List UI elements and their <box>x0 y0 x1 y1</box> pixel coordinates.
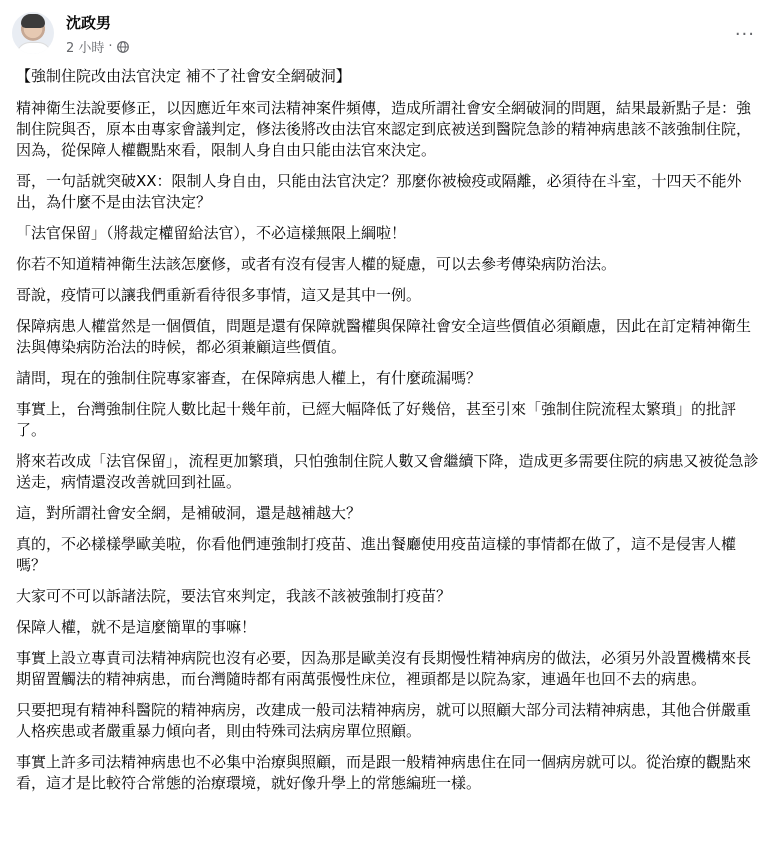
post-paragraph: 只要把現有精神科醫院的精神病房，改建成一般司法精神病房，就可以照顧大部分司法精神病患，其他合併嚴重人格疾患或者嚴重暴力傾向者，則由特殊司法病房單位照顧。 <box>16 701 752 740</box>
post-paragraph: 保障病患人權當然是一個價值，問題是還有保障就醫權與保障社會安全這些價值必須顧慮，因此在訂定精神衛生法與傳染病防治法的時候，都必須兼顧這些價值。 <box>16 317 752 356</box>
avatar-hair <box>21 14 45 28</box>
more-options-button[interactable]: ··· <box>734 24 755 45</box>
author-name[interactable]: 沈政男 <box>66 14 112 32</box>
post-paragraph: 「法官保留」（將裁定權留給法官），不必這樣無限上綱啦！ <box>16 224 407 242</box>
globe-icon[interactable] <box>117 41 129 53</box>
post-paragraph: 請問，現在的強制住院專家審查，在保障病患人權上，有什麼疏漏嗎？ <box>16 369 482 387</box>
post-paragraph: 事實上，台灣強制住院人數比起十幾年前，已經大幅降低了好幾倍，甚至引來「強制住院流程太繁瑣」的批評了。 <box>16 400 737 439</box>
post-meta <box>66 37 129 56</box>
avatar-shirt <box>16 42 52 54</box>
post-paragraph: 事實上設立專責司法精神病院也沒有必要，因為那是歐美沒有長期慢性精神病房的做法，必須另外設置機構來長期留置觸法的精神病患，而台灣隨時都有兩萬張慢性床位，裡頭都是以院為家，連過年也回不去的病患。 <box>16 649 752 688</box>
post-paragraph: 大家可不可以訴諸法院，要法官來判定，我該不該被強制打疫苗？ <box>16 587 452 605</box>
post-body <box>0 66 773 794</box>
post-paragraph: 精神衛生法說要修正，以因應近年來司法精神案件頻傳，造成所謂社會安全網破洞的問題，結果最新點子是：強制住院與否，原本由專家會議判定，修法後將改由法官來認定到底被送到醫院急診的精神病患該不該強制住院，因為，從保障人權觀點來看，限制人身自由只能由法官來決定。 <box>16 99 752 159</box>
post-paragraph: 真的，不必樣樣學歐美啦，你看他們連強制打疫苗、進出餐廳使用疫苗這樣的事情都在做了，這不是侵害人權嗎？ <box>16 535 737 574</box>
meta-separator: · <box>108 39 113 54</box>
post-paragraph: 這，對所謂社會安全網，是補破洞，還是越補越大？ <box>16 504 362 522</box>
post-paragraph: 你若不知道精神衛生法該怎麼修，或者有沒有侵害人權的疑慮，可以去參考傳染病防治法。 <box>16 255 617 273</box>
post-paragraph: 保障人權，就不是這麼簡單的事嘛！ <box>16 618 257 636</box>
post-time[interactable]: 2 小時 <box>66 41 105 56</box>
post-title: 【強制住院改由法官決定 補不了社會安全網破洞】 <box>16 67 351 85</box>
post-paragraph: 哥，一句話就突破XX：限制人身自由，只能由法官決定？那麼你被檢疫或隔離，必須待在斗室，十四天不能外出，為什麼不是由法官決定？ <box>16 172 742 211</box>
post-paragraph: 將來若改成「法官保留」，流程更加繁瑣，只怕強制住院人數又會繼續下降，造成更多需要住院的病患又被從急診送走，病情還沒改善就回到社區。 <box>16 452 759 491</box>
post-header <box>0 0 773 66</box>
avatar[interactable] <box>12 12 54 54</box>
post-paragraph: 哥說，疫情可以讓我們重新看待很多事情，這又是其中一例。 <box>16 286 422 304</box>
post-paragraph: 事實上許多司法精神病患也不必集中治療與照顧，而是跟一般精神病患住在同一個病房就可以。從治療的觀點來看，這才是比較符合常態的治療環境，就好像升學上的常態編班一樣。 <box>16 753 752 792</box>
